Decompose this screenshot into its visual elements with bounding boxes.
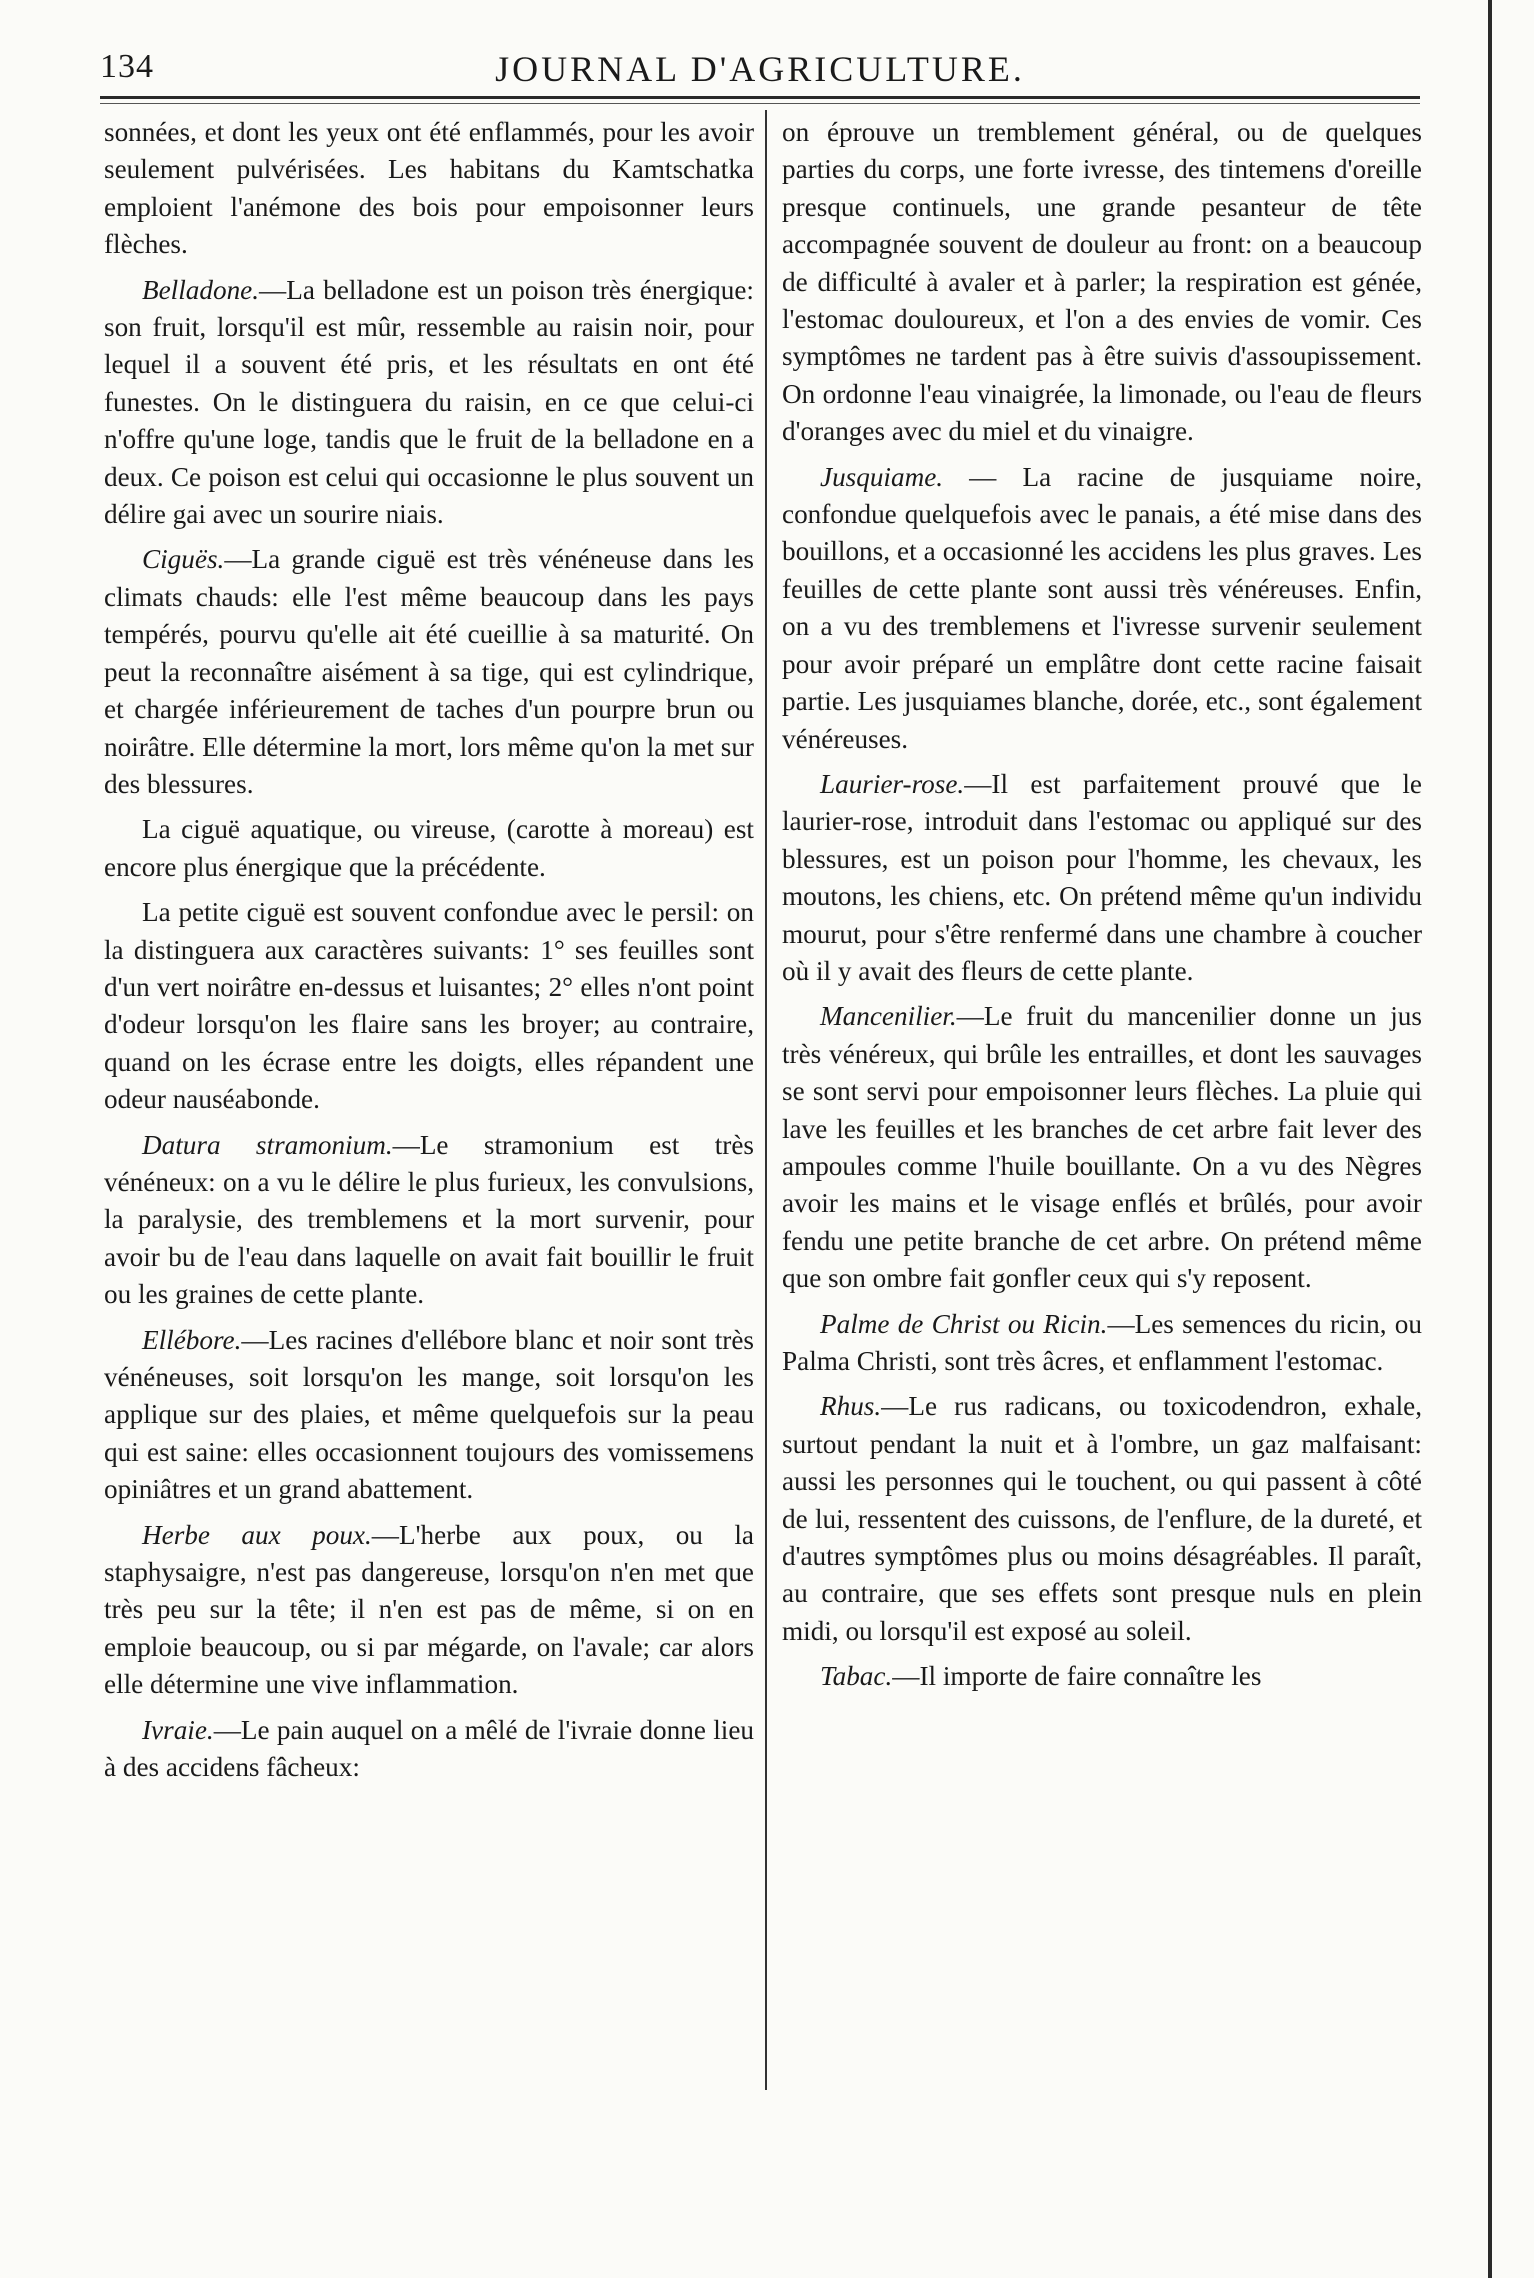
column-divider [765, 110, 767, 2090]
paragraph-herbe-aux-poux [104, 1517, 754, 1704]
paragraph-datura [104, 1127, 754, 1314]
paragraph-jusquiame [782, 459, 1422, 758]
paragraph-ellebore [104, 1322, 754, 1509]
page-number: 134 [100, 48, 154, 85]
entry-term: Mancenilier. [820, 1001, 957, 1032]
right-column [782, 114, 1422, 1704]
entry-term: Tabac. [820, 1661, 893, 1692]
header-rule [100, 96, 1420, 99]
entry-term: Rhus. [820, 1391, 882, 1422]
paragraph-text: —L'herbe aux poux, ou la staphysaigre, n'est pas dangereuse, lorsqu'on n'en met que très peu sur la tête; il n'en est pas de même, si on en emploie beaucoup, ou si par mégarde, on l'avale; car alors elle détermine une vive inflammation. [104, 1519, 754, 1700]
entry-term: Herbe aux poux. [142, 1519, 372, 1550]
paragraph-text: —Le pain auquel on a mêlé de l'ivraie donne lieu à des accidens fâcheux: [104, 1714, 754, 1783]
paragraph-text: —Le rus radicans, ou toxicodendron, exhale, surtout pendant la nuit et à l'ombre, un gaz malfaisant: aussi les personnes qui le touchent, ou qui passent à côté de lui, ressentent des cuissons, de l'enflure, de la dureté, et d'autres symptômes plus ou moins désagréables. Il paraît, au contraire, que ses effets sont presque nuls en plein midi, ou lorsqu'il est exposé au soleil. [782, 1391, 1422, 1646]
paragraph-laurier-rose [782, 766, 1422, 990]
entry-term: Datura stramonium. [142, 1129, 393, 1160]
paragraph-text: —Il importe de faire connaître les [892, 1661, 1262, 1692]
paragraph [782, 114, 1422, 451]
paragraph-tabac [782, 1658, 1422, 1695]
paragraph-text: —Le fruit du mancenilier donne un jus très vénéreux, qui brûle les entrailles, et dont les sauvages se sont servi pour empoisonner leurs flèches. La pluie qui lave les feuilles et les branches de cet arbre fait lever des ampoules comme l'huile bouillante. On a vu des Nègres avoir les mains et le visage enflés et brûlés, pour avoir fendu une petite branche de cet arbre. On prétend même que son ombre fait gonfler ceux qui s'y reposent. [782, 1001, 1422, 1294]
paragraph-text: —La belladone est un poison très énergique: son fruit, lorsqu'il est mûr, ressemble au raisin noir, pour lequel il a souvent été pris, et les résultats en ont été funestes. On le distinguera du raisin, en ce que celui-ci n'offre qu'une loge, tandis que le fruit de la belladone en a deux. Ce poison est celui qui occasionne le plus souvent un délire gai avec un sourire niais. [104, 274, 754, 530]
paragraph-mancenilier [782, 998, 1422, 1297]
journal-title: JOURNAL D'AGRICULTURE. [495, 49, 1025, 89]
page-edge-rule [1488, 0, 1492, 2278]
page-header [100, 44, 1420, 94]
paragraph-text: — La racine de jusquiame noire, confondue quelquefois avec le panais, a été mise dans des bouillons, et a occasionné les accidens les plus graves. Les feuilles de cette plante sont aussi très vénéreuses. Enfin, on a vu des tremblemens et l'ivresse survenir seulement pour avoir préparé un emplâtre dont cette racine faisait partie. Les jusquiames blanche, dorée, etc., sont également vénéreuses. [782, 461, 1422, 754]
paragraph-text: on éprouve un tremblement général, ou de quelques parties du corps, une forte ivresse, des tintemens d'oreille presque continuels, une grande pesanteur de tête accompagnée souvent de douleur au front: on a beaucoup de difficulté à avaler et à parler; la respiration est génée, l'estomac douloureux, et l'on a des envies de vomir. Ces symptômes ne tardent pas à être suivis d'assoupissement. On ordonne l'eau vinaigrée, la limonade, ou l'eau de fleurs d'oranges avec du miel et du vinaigre. [782, 117, 1422, 447]
paragraph-text: —Le stramonium est très vénéneux: on a vu le délire le plus furieux, les convulsions, la paralysie, des tremblemens et la mort survenir, pour avoir bu de l'eau dans laquelle on avait fait bouillir le fruit ou les graines de cette plante. [104, 1129, 754, 1310]
entry-term: Ellébore. [142, 1324, 242, 1355]
paragraph-ivraie [104, 1712, 754, 1787]
left-column [104, 114, 754, 1794]
entry-term: Ciguës. [142, 544, 225, 575]
paragraph-text: —La grande ciguë est très vénéneuse dans les climats chauds: elle l'est même beaucoup dans les pays tempérés, pourvu qu'elle ait été cueillie à sa maturité. On peut la reconnaître aisément à sa tige, qui est cylindrique, et chargée inférieurement de taches d'un pourpre brun ou noirâtre. Elle détermine la mort, lors même qu'on la met sur des blessures. [104, 544, 754, 799]
paragraph-text: La petite ciguë est souvent confondue avec le persil: on la distinguera aux caractères suivants: 1° ses feuilles sont d'un vert noirâtre en-dessus et luisantes; 2° elles n'ont point d'odeur lorsqu'on les flaire sans les broyer; au contraire, quand on les écrase entre les doigts, elles répandent une odeur nauséabonde. [104, 897, 754, 1115]
entry-term: Laurier-rose. [820, 768, 965, 799]
entry-term: Jusquiame. [820, 461, 944, 492]
paragraph [104, 811, 754, 886]
paragraph-belladone [104, 272, 754, 534]
paragraph-text: La ciguë aquatique, ou vireuse, (carotte à moreau) est encore plus énergique que la précédente. [104, 814, 754, 882]
paragraph-ricin [782, 1306, 1422, 1381]
header-rule-thin [100, 103, 1420, 104]
paragraph-text: —Les racines d'ellébore blanc et noir sont très vénéneuses, soit lorsqu'on les mange, soit lorsqu'on les applique sur des plaies, et même quelquefois sur la peau qui est saine: elles occasionnent toujours des vomissemens opiniâtres et un grand abattement. [104, 1324, 754, 1505]
paragraph [104, 114, 754, 264]
entry-term: Belladone. [142, 274, 260, 305]
paragraph-cigues [104, 541, 754, 803]
paragraph-text: —Il est parfaitement prouvé que le laurier-rose, introduit dans l'estomac ou appliqué sur des blessures, est un poison pour l'homme, les chevaux, les moutons, les chiens, etc. On prétend même qu'un individu mourut, pour s'être renfermé dans une chambre à coucher où il y avait des fleurs de cette plante. [782, 768, 1422, 986]
paragraph-rhus [782, 1388, 1422, 1650]
paragraph-text: sonnées, et dont les yeux ont été enflammés, pour les avoir seulement pulvérisées. Les habitans du Kamtschatka emploient l'anémone des bois pour empoisonner leurs flèches. [104, 117, 754, 260]
entry-term: Ivraie. [142, 1714, 214, 1745]
paragraph [104, 894, 754, 1118]
entry-term: Palme de Christ ou Ricin. [820, 1308, 1108, 1339]
paragraph-text: —Les semences du ricin, ou Palma Christi, sont très âcres, et enflamment l'estomac. [782, 1308, 1422, 1376]
